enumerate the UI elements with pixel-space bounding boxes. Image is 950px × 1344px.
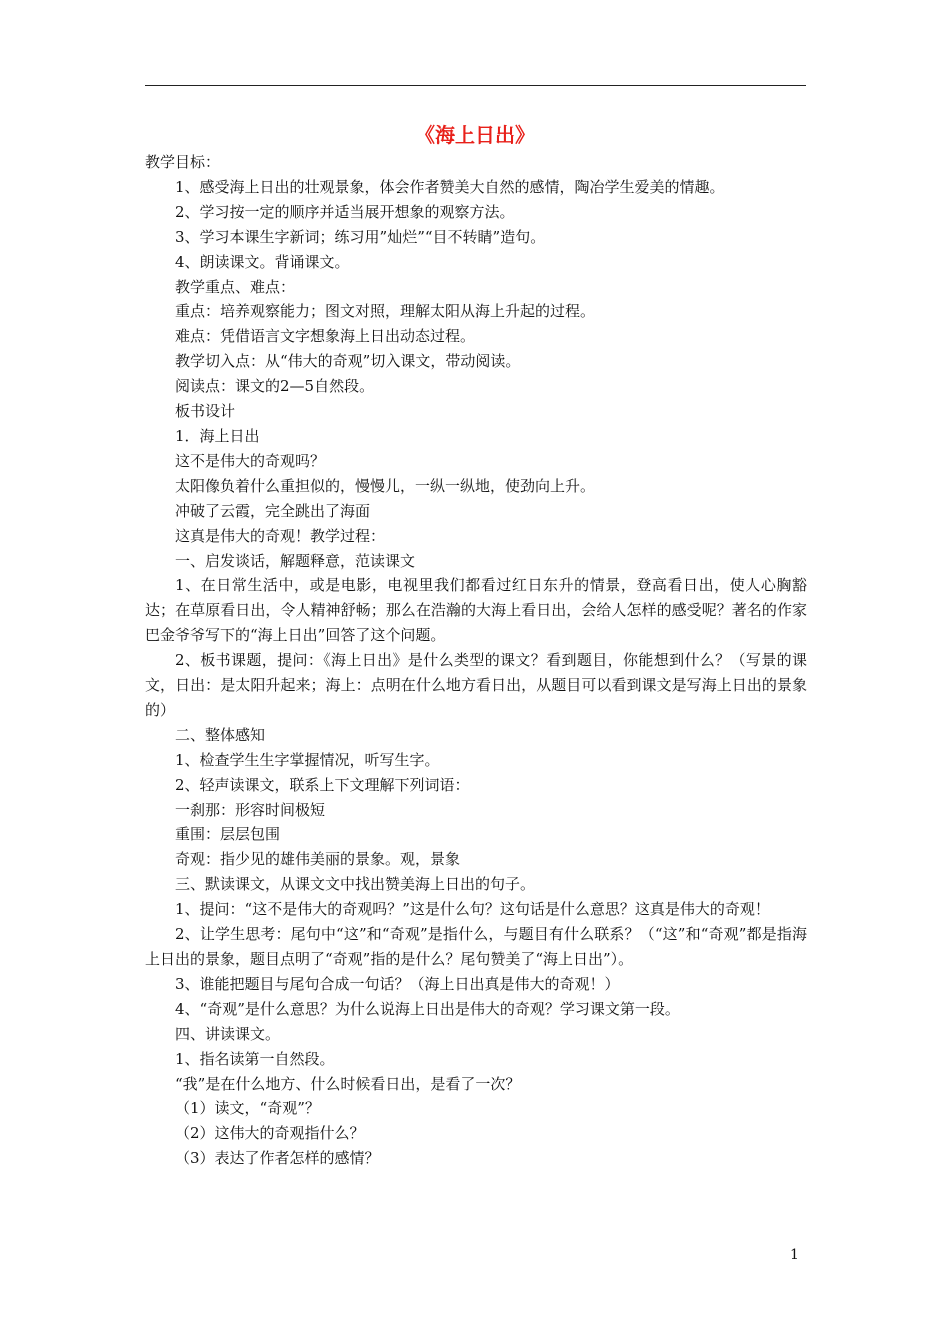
- paragraph: 阅读点：课文的2—5自然段。: [175, 377, 375, 396]
- paragraph: 3、学习本课生字新词；练习用”灿烂”“目不转睛”造句。: [175, 227, 546, 246]
- paragraph: 4、朗读课文。背诵课文。: [175, 252, 350, 271]
- paragraph: 1、检查学生生字掌握情况，听写生字。: [175, 750, 440, 769]
- paragraph: 2、让学生思考：尾句中“这”和“奇观”是指什么，与题目有什么联系？（“这”和“奇观”都是指海上日出的景象，题目点明了“奇观”指的是什么？尾句赞美了“海上日出”）。: [145, 925, 807, 968]
- paragraph: 4、“奇观”是什么意思？为什么说海上日出是伟大的奇观？学习课文第一段。: [175, 999, 680, 1018]
- paragraph: 教学切入点：从“伟大的奇观”切入课文，带动阅读。: [175, 352, 521, 371]
- paragraph: 1、指名读第一自然段。: [175, 1049, 335, 1068]
- paragraph: 教学目标：: [145, 153, 221, 171]
- paragraph: 难点：凭借语言文字想象海上日出动态过程。: [175, 327, 476, 346]
- paragraph: 一、启发谈话，解题释意，范读课文: [175, 551, 416, 570]
- paragraph: “我”是在什么地方、什么时候看日出，是看了一次？: [175, 1074, 521, 1093]
- paragraph: （2）这伟大的奇观指什么？: [175, 1124, 365, 1143]
- paragraph: 奇观：指少见的雄伟美丽的景象。观，景象: [175, 850, 461, 869]
- paragraph: 2、轻声读课文，联系上下文理解下列词语：: [175, 775, 470, 794]
- paragraph: 一刹那：形容时间极短: [175, 800, 326, 819]
- paragraph: 四、讲读课文。: [175, 1024, 281, 1043]
- paragraph: 1、提问：“这不是伟大的奇观吗？”这是什么句？这句话是什么意思？这真是伟大的奇观！: [175, 900, 770, 919]
- paragraph: 这真是伟大的奇观！教学过程：: [175, 526, 386, 545]
- page-number: 1: [790, 1247, 799, 1263]
- paragraph: 二、整体感知: [175, 725, 266, 744]
- paragraph: 2、板书课题，提问：《海上日出》是什么类型的课文？看到题目，你能想到什么？（写景的课文，日出：是太阳升起来；海上：点明在什么地方看日出，从题目可以看到课文是写海上日出的景象的）: [145, 651, 807, 719]
- document-body: [145, 150, 807, 1171]
- paragraph: 教学重点、难点：: [175, 277, 296, 296]
- paragraph: 1．海上日出: [175, 426, 260, 445]
- paragraph: 这不是伟大的奇观吗？: [175, 451, 326, 470]
- paragraph: 重点：培养观察能力；图文对照，理解太阳从海上升起的过程。: [175, 302, 596, 321]
- paragraph: 冲破了云霞，完全跳出了海面: [175, 501, 371, 520]
- document-title: 《海上日出》: [415, 123, 535, 147]
- paragraph: 重围：层层包围: [175, 825, 281, 844]
- header-rule: [145, 85, 806, 86]
- paragraph: 三、默读课文，从课文文中找出赞美海上日出的句子。: [175, 875, 536, 894]
- paragraph: 1、在日常生活中，或是电影，电视里我们都看过红日东升的情景，登高看日出，使人心胸豁达；在草原看日出，令人精神舒畅；那么在浩瀚的大海上看日出，会给人怎样的感受呢？著名的作家巴金爷爷写下的“海上日出”回答了这个问题。: [145, 576, 807, 645]
- paragraph: （3）表达了作者怎样的感情？: [175, 1149, 380, 1168]
- paragraph: 1、感受海上日出的壮观景象，体会作者赞美大自然的感情，陶冶学生爱美的情趣。: [175, 177, 725, 196]
- paragraph: 2、学习按一定的顺序并适当展开想象的观察方法。: [175, 202, 515, 221]
- paragraph: （1）读文，“奇观”？: [175, 1099, 320, 1118]
- paragraph: 3、谁能把题目与尾句合成一句话？（海上日出真是伟大的奇观！）: [175, 974, 620, 993]
- paragraph: 板书设计: [175, 402, 236, 421]
- paragraph: 太阳像负着什么重担似的，慢慢儿，一纵一纵地，使劲向上升。: [175, 476, 596, 495]
